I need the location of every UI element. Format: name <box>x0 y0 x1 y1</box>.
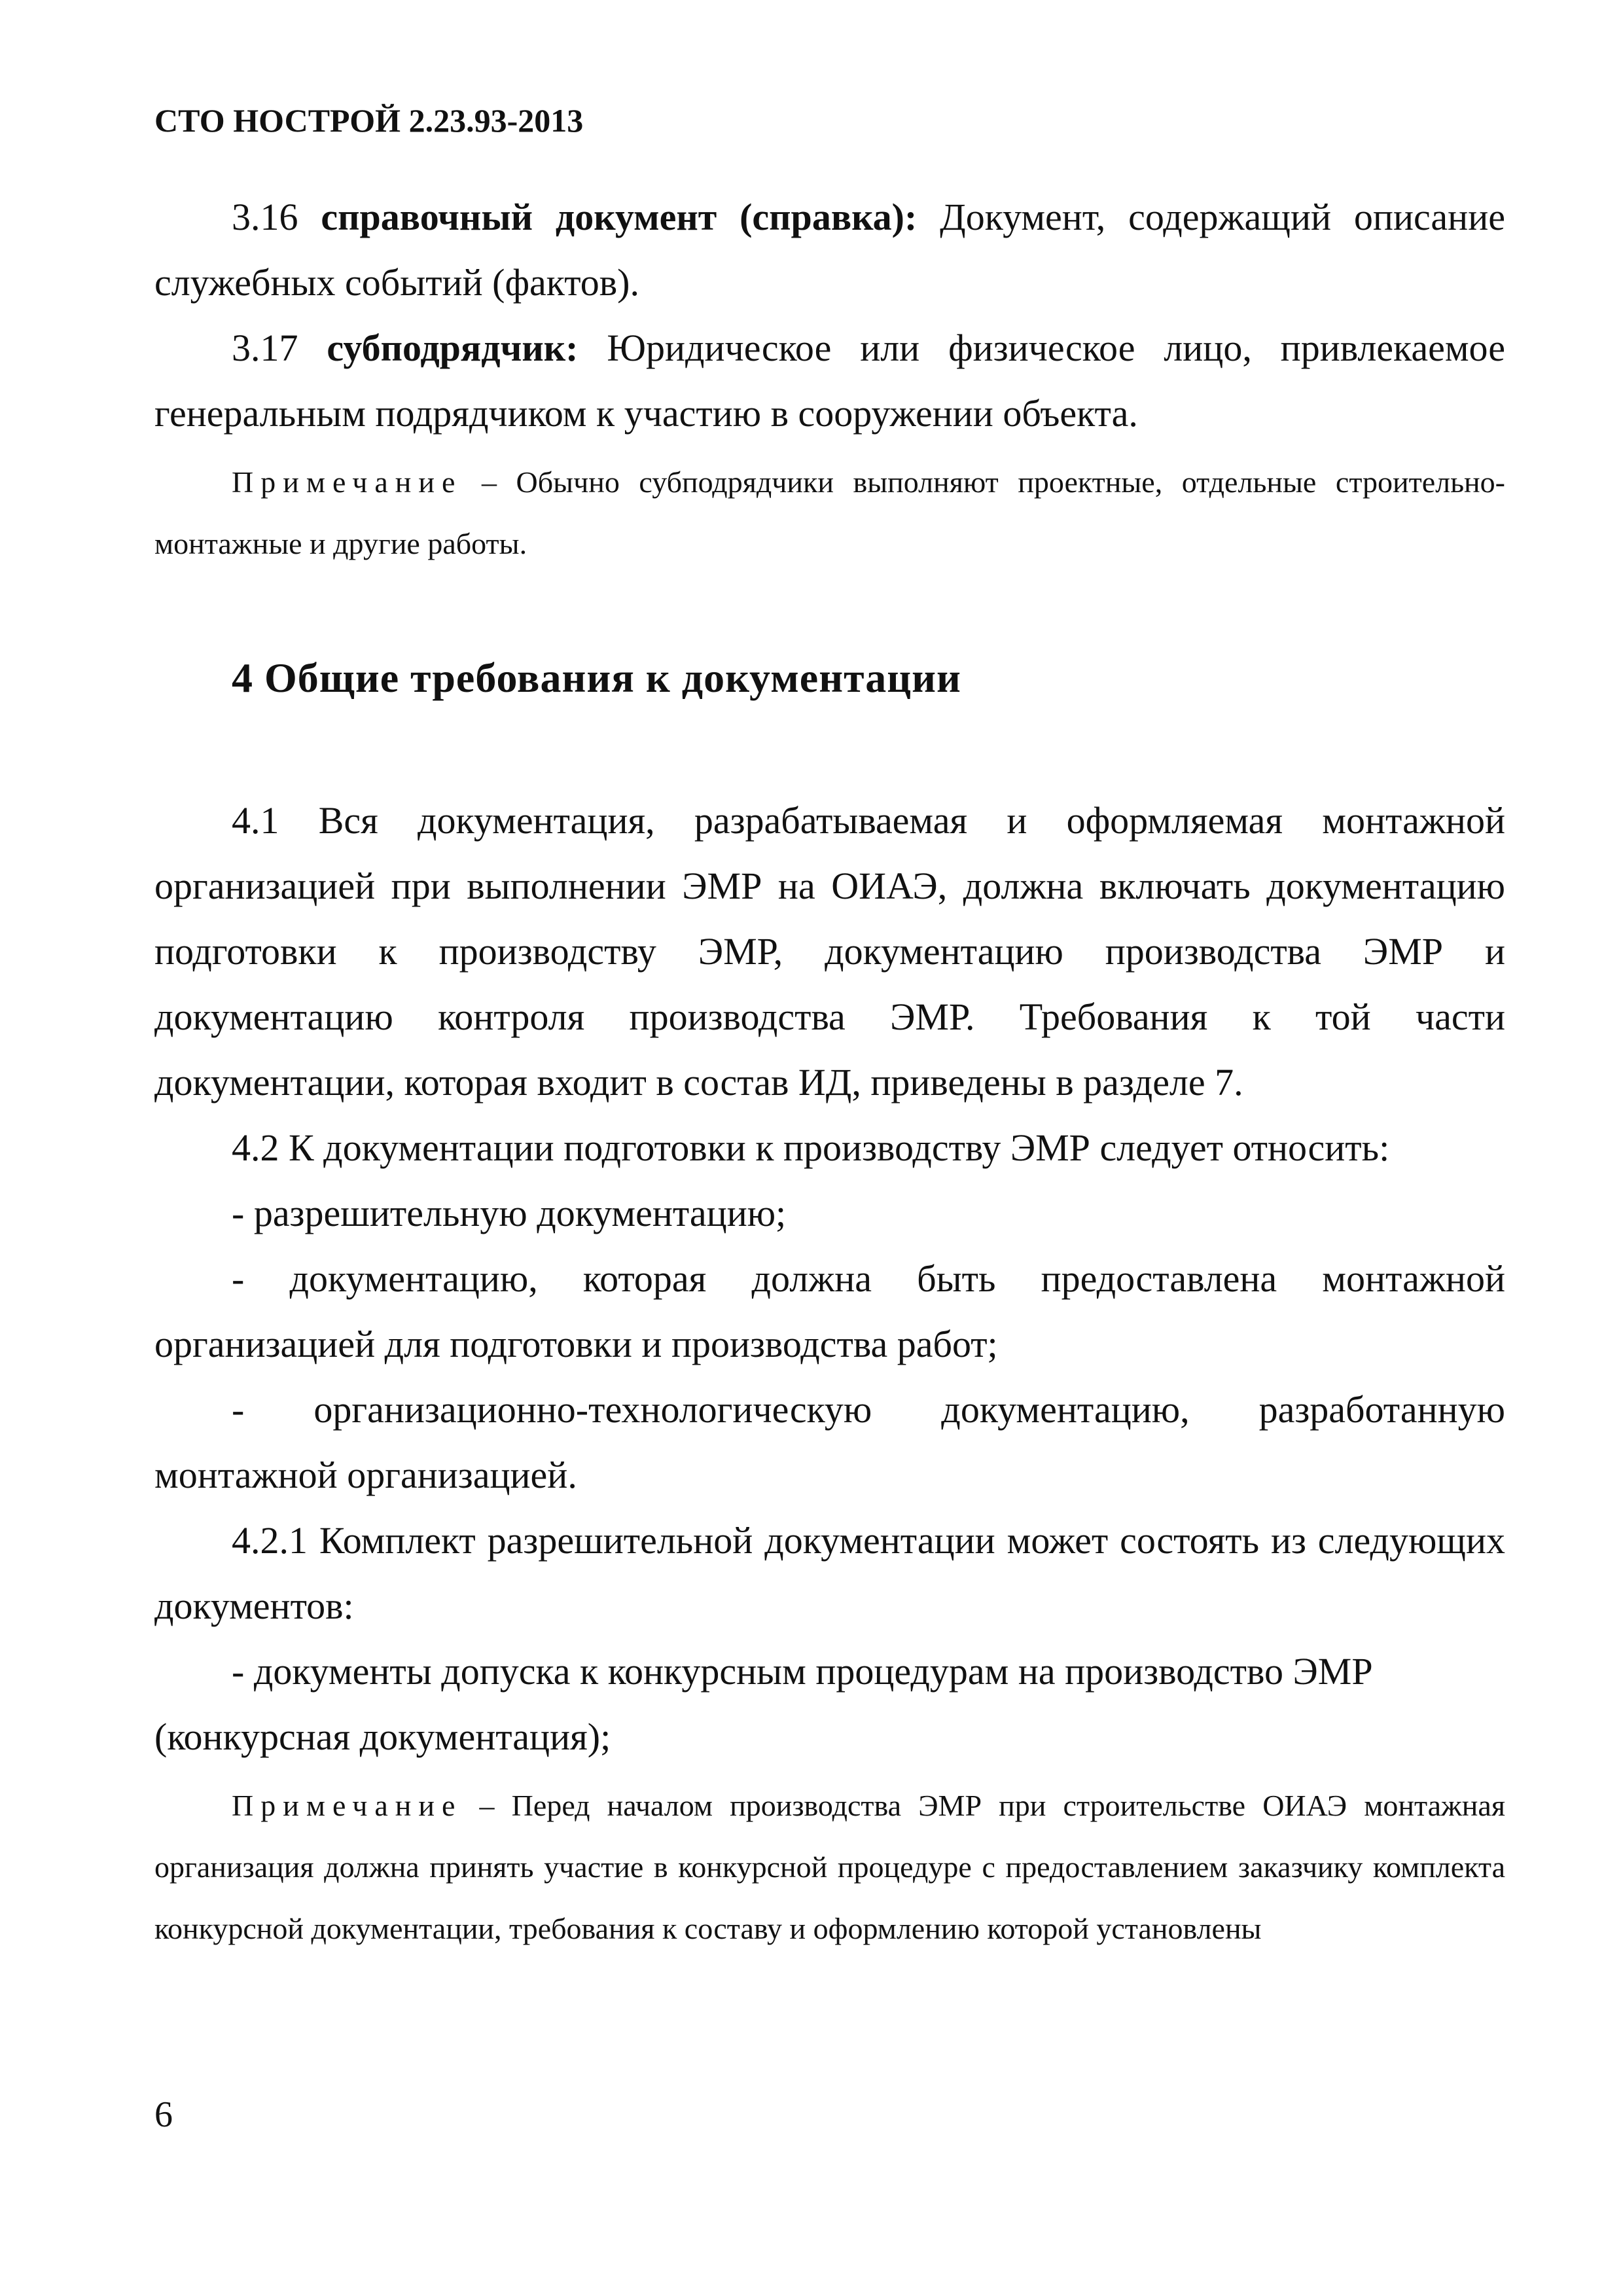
list-item: - разрешительную документацию; <box>232 1192 787 1234</box>
list-item: - документацию, которая должна быть предоставлена монтажной организацией для подготовки и производства работ; <box>154 1257 1505 1365</box>
definition-term: субподрядчик: <box>327 327 579 369</box>
definition-term: справочный документ (справка): <box>321 196 918 238</box>
section-4-heading: 4 Общие требования к документации <box>232 655 961 701</box>
paragraph-4-2: 4.2 К документации подготовки к производству ЭМР следует относить: <box>232 1126 1390 1169</box>
definition-number: 3.16 <box>232 196 321 238</box>
note-label: Примечание <box>232 1789 463 1822</box>
note-tender <box>154 1775 1505 1960</box>
note-text: – Перед началом производства ЭМР при строительстве ОИАЭ монтажная организация должна принять участие в конкурсной процедуре с предоставлением заказчику комплекта конкурсной документации, требования к составу и оформлению которой установлены <box>154 1789 1505 1945</box>
definition-text: Юридическое или физическое лицо, привлекаемое генеральным подрядчиком к участию в сооружении объекта. <box>154 327 1505 435</box>
paragraph-4-1: 4.1 Вся документация, разрабатываемая и оформляемая монтажной организацией при выполнении ЭМР на ОИАЭ, должна включать документацию подготовки к производству ЭМР, документацию производства ЭМР и документацию контроля производства ЭМР. Требования к той части документации, которая входит в состав ИД, приведены в разделе 7. <box>154 799 1505 1103</box>
document-code-header: СТО НОСТРОЙ 2.23.93-2013 <box>154 102 584 139</box>
definition-3-16 <box>154 185 1505 315</box>
list-item: - документы допуска к конкурсным процедурам на производство ЭМР <box>232 1650 1373 1693</box>
note-subcontractors <box>154 452 1505 575</box>
definition-3-17 <box>154 315 1505 446</box>
definition-number: 3.17 <box>232 327 327 369</box>
list-item: - организационно-технологическую документацию, разработанную монтажной организацией. <box>154 1388 1505 1496</box>
list-item-continuation: (конкурсная документация); <box>154 1715 611 1758</box>
note-text: – Обычно субподрядчики выполняют проектные, отдельные строительно-монтажные и другие работы. <box>154 465 1505 560</box>
section-4-body <box>154 788 1505 1770</box>
note-label: Примечание <box>232 465 463 499</box>
page-number: 6 <box>154 2094 173 2135</box>
paragraph-4-2-1: 4.2.1 Комплект разрешительной документации может состоять из следующих документов: <box>154 1519 1505 1627</box>
definition-text: Документ, содержащий описание служебных событий (фактов). <box>154 196 1505 304</box>
